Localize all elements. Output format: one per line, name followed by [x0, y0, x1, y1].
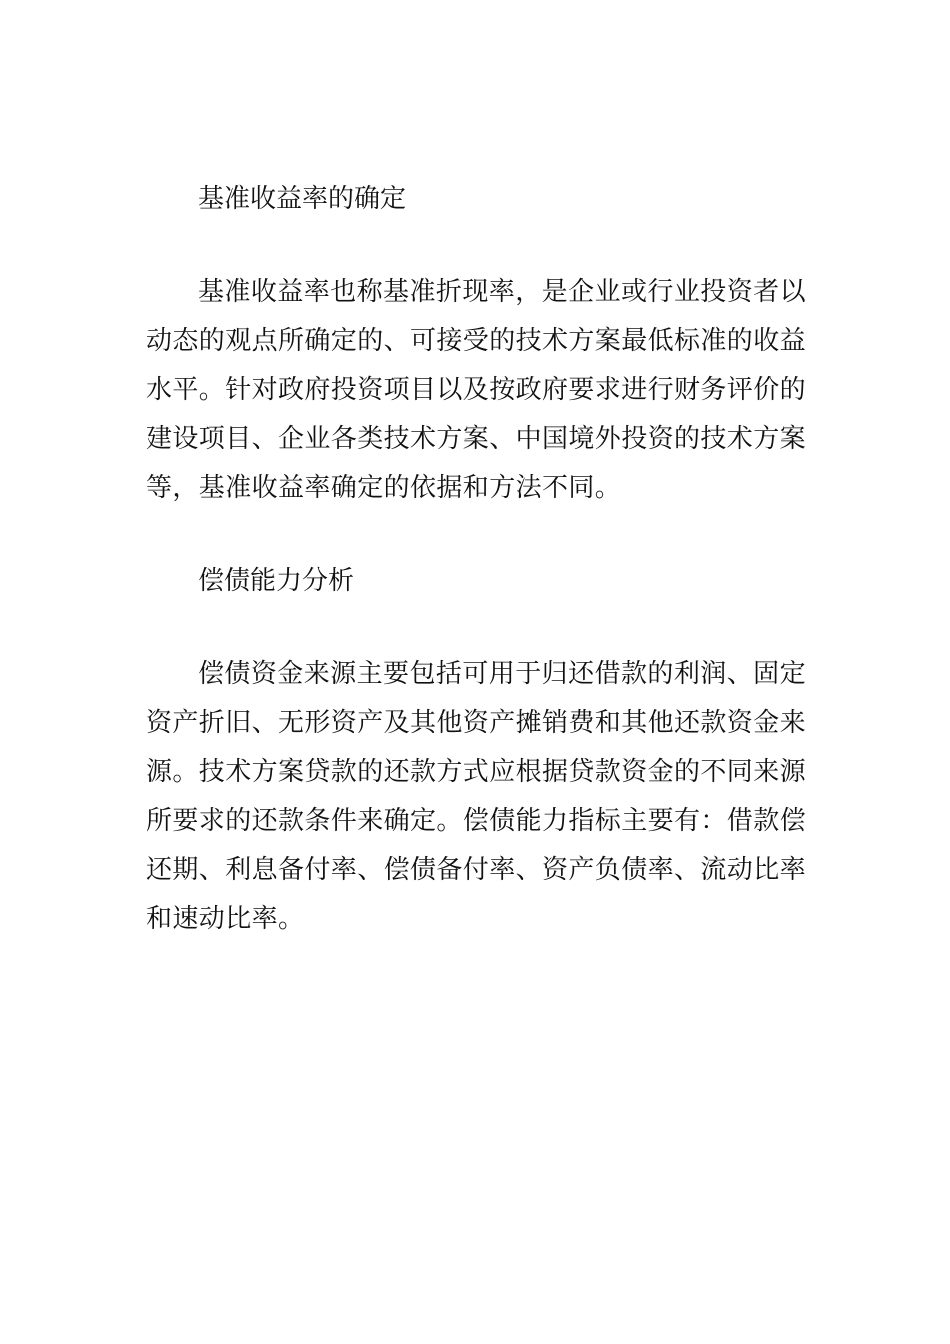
- section-paragraph-benchmark-yield: 基准收益率也称基准折现率，是企业或行业投资者以动态的观点所确定的、可接受的技术方案最低标准的收益水平。针对政府投资项目以及按政府要求进行财务评价的建设项目、企业各类技术方案、中国境外投资的技术方案等，基准收益率确定的依据和方法不同。: [146, 277, 807, 503]
- section-heading-solvency-analysis: 偿债能力分析: [198, 566, 355, 596]
- document-page: [146, 175, 806, 944]
- section-paragraph-solvency-analysis: 偿债资金来源主要包括可用于归还借款的利润、固定资产折旧、无形资产及其他资产摊销费和其他还款资金来源。技术方案贷款的还款方式应根据贷款资金的不同来源所要求的还款条件来确定。偿债能力指标主要有：借款偿还期、利息备付率、偿债备付率、资产负债率、流动比率和速动比率。: [146, 659, 807, 934]
- section-heading-benchmark-yield: 基准收益率的确定: [198, 184, 407, 214]
